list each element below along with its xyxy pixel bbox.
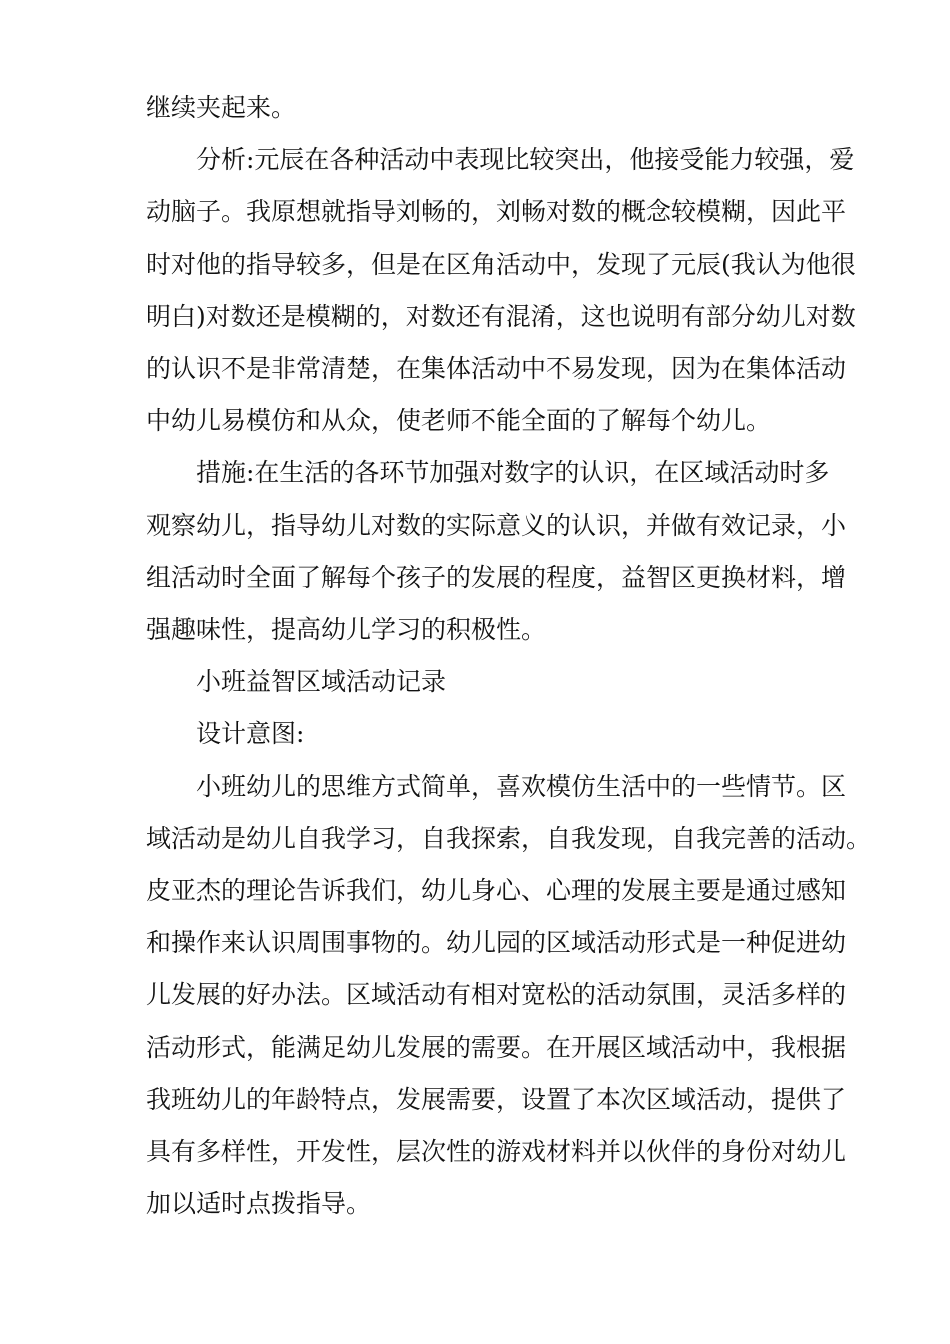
text-line: 分析:元辰在各种活动中表现比较突出，他接受能力较强，爱 <box>196 145 855 175</box>
text-line: 时对他的指导较多，但是在区角活动中，发现了元辰(我认为他很 <box>146 249 856 279</box>
text-line: 措施:在生活的各环节加强对数字的认识，在区域活动时多 <box>196 458 830 488</box>
text-line: 活动形式，能满足幼儿发展的需要。在开展区域活动中，我根据 <box>146 1032 847 1062</box>
text-line: 组活动时全面了解每个孩子的发展的程度，益智区更换材料，增 <box>146 562 847 592</box>
text-line: 域活动是幼儿自我学习，自我探索，自我发现，自我完善的活动。 <box>146 823 872 853</box>
text-line: 加以适时点拨指导。 <box>146 1189 372 1219</box>
text-line: 儿发展的好办法。区域活动有相对宽松的活动氛围，灵活多样的 <box>146 980 847 1010</box>
text-line: 设计意图: <box>196 719 305 749</box>
text-line: 皮亚杰的理论告诉我们，幼儿身心、心理的发展主要是通过感知 <box>146 876 847 905</box>
text-line: 小班幼儿的思维方式简单，喜欢模仿生活中的一些情节。区 <box>196 771 847 801</box>
text-line: 和操作来认识周围事物的。幼儿园的区域活动形式是一种促进幼 <box>146 928 847 958</box>
text-line: 的认识不是非常清楚，在集体活动中不易发现，因为在集体活动 <box>146 354 847 383</box>
text-line: 动脑子。我原想就指导刘畅的，刘畅对数的概念较模糊，因此平 <box>146 197 847 227</box>
text-line: 继续夹起来。 <box>146 93 297 122</box>
text-line: 强趣味性，提高幼儿学习的积极性。 <box>146 615 547 644</box>
text-line: 小班益智区域活动记录 <box>196 667 447 697</box>
text-line: 明白)对数还是模糊的，对数还有混淆，这也说明有部分幼儿对数 <box>146 301 856 331</box>
text-line: 中幼儿易模仿和从众，使老师不能全面的了解每个幼儿。 <box>146 406 772 436</box>
text-line: 观察幼儿，指导幼儿对数的实际意义的认识，并做有效记录，小 <box>146 510 847 540</box>
text-line: 具有多样性，开发性，层次性的游戏材料并以伙伴的身份对幼儿 <box>146 1137 847 1166</box>
text-line: 我班幼儿的年龄特点，发展需要，设置了本次区域活动，提供了 <box>146 1084 847 1114</box>
